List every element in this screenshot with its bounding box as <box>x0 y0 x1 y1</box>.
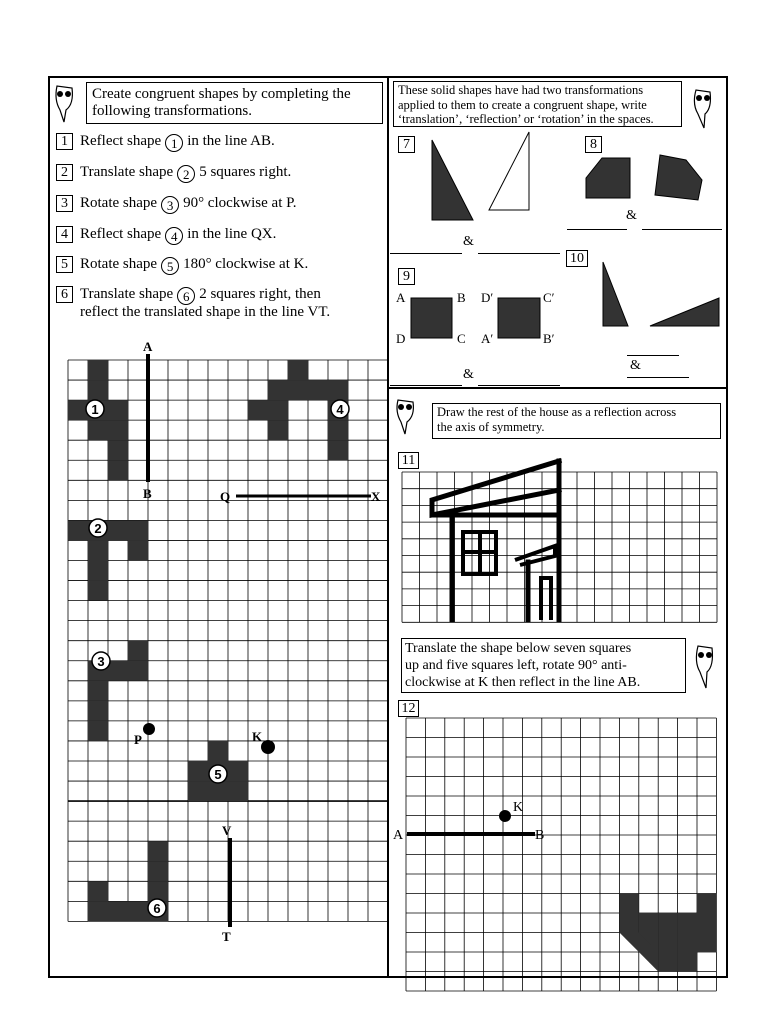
q9-label-Dp: D′ <box>481 290 494 305</box>
filled-square <box>619 913 638 933</box>
question-12: 12 <box>398 700 419 717</box>
task-line-6-continued: reflect the translated shape in the line VT. <box>80 304 331 320</box>
task-text: 180° clockwise at K. <box>183 256 309 272</box>
answer-blank <box>627 377 689 378</box>
task-number-3: 3 <box>56 195 73 212</box>
filled-square <box>639 913 658 933</box>
shape-label-6: 6 <box>153 901 161 916</box>
house-door <box>541 578 551 620</box>
q9-label-Cp: C′ <box>543 290 555 305</box>
q8-shape-a <box>586 158 630 198</box>
shape-number-circle: 3 <box>161 196 179 214</box>
right-intro1-line1: These solid shapes have had two transformations <box>398 83 644 97</box>
answer-blank <box>478 385 560 386</box>
q9-square-b <box>498 298 540 338</box>
answer-blank <box>478 253 560 254</box>
task-text: Rotate shape <box>80 195 158 211</box>
q9-label-B: B <box>457 290 466 305</box>
shape-number-circle: 5 <box>161 257 179 275</box>
filled-square <box>658 952 677 972</box>
q9-label-Bp: B′ <box>543 331 555 346</box>
task-text: Reflect shape <box>80 133 162 149</box>
left-intro-line2: following transformations. <box>92 103 252 119</box>
task-text: Translate shape <box>80 164 174 180</box>
task-text: 2 squares right, then <box>199 286 321 302</box>
q7-solid-triangle <box>432 140 473 220</box>
label-P: P <box>134 732 142 747</box>
shape-number-circle: 4 <box>165 227 183 245</box>
right-intro3-line2: up and five squares left, rotate 90° anti- <box>405 658 627 673</box>
task-text: in the line AB. <box>187 133 275 149</box>
task-text: Reflect shape <box>80 226 162 242</box>
house-roof <box>432 461 559 515</box>
right-intro2-line2: the axis of symmetry. <box>437 420 545 434</box>
question-8: 8 <box>585 136 602 153</box>
task-text: in the line QX. <box>187 226 277 242</box>
filled-square <box>697 933 716 953</box>
q9-square-a <box>411 298 452 338</box>
filled-square <box>678 913 697 933</box>
left-intro-line1: Create congruent shapes by completing the <box>92 86 351 102</box>
task-number-5: 5 <box>56 256 73 273</box>
mascot-icon <box>690 640 720 692</box>
label-V: V <box>222 823 232 838</box>
label-Q: Q <box>220 489 231 504</box>
question-7: 7 <box>398 136 415 153</box>
task-number-6: 6 <box>56 286 73 303</box>
answer-blank <box>642 229 722 230</box>
shape-label-4: 4 <box>336 402 344 417</box>
label-A: A <box>143 339 153 354</box>
q12-label-K: K <box>513 800 524 815</box>
q10-triangle-a <box>603 262 628 326</box>
answer-blank <box>390 253 462 254</box>
filled-square <box>697 913 716 933</box>
task-text: Rotate shape <box>80 256 158 272</box>
task-number-4: 4 <box>56 226 73 243</box>
right-intro1-line2: applied to them to create a congruent shape, write <box>398 98 647 112</box>
task-text: 90° clockwise at P. <box>183 195 297 211</box>
answer-blank <box>567 229 627 230</box>
shape-number-circle: 2 <box>177 165 195 183</box>
q9-label-C: C <box>457 331 466 346</box>
filled-square <box>658 933 677 953</box>
label-T: T <box>222 929 231 944</box>
shape-label-1: 1 <box>91 402 99 417</box>
right-intro2-line1: Draw the rest of the house as a reflection across <box>437 405 677 419</box>
q7-outline-triangle <box>489 132 529 210</box>
question-11: 11 <box>398 452 419 469</box>
task-number-1: 1 <box>56 133 73 150</box>
filled-square <box>678 952 697 972</box>
q12-label-B: B <box>535 828 545 843</box>
point-K <box>499 810 511 822</box>
right-intro1-line3: ‘translation’, ‘reflection’ or ‘rotation’ in the spaces. <box>398 112 654 126</box>
q9-label-A: A <box>396 290 406 305</box>
q12-label-A: A <box>393 828 404 843</box>
question-10: 10 <box>566 250 588 267</box>
mascot-icon <box>393 394 423 438</box>
right-intro3-line1: Translate the shape below seven squares <box>405 641 632 656</box>
filled-square <box>697 894 716 914</box>
shape-number-circle: 1 <box>165 134 183 152</box>
label-B: B <box>143 486 152 501</box>
ampersand: & <box>626 208 637 223</box>
filled-square <box>678 933 697 953</box>
q10-triangle-b <box>650 298 719 326</box>
ampersand: & <box>463 367 474 382</box>
answer-blank <box>390 385 462 386</box>
filled-square <box>658 913 677 933</box>
q8-shape-b <box>655 155 702 200</box>
shape-label-3: 3 <box>97 654 105 669</box>
ampersand: & <box>463 234 474 249</box>
shape-number-circle: 6 <box>177 287 195 305</box>
question-9: 9 <box>398 268 415 285</box>
shape-label-5: 5 <box>214 767 222 782</box>
label-X: X <box>371 489 381 504</box>
answer-blank <box>627 355 679 356</box>
label-K: K <box>252 729 263 744</box>
filled-square <box>619 894 638 914</box>
shape-label-2: 2 <box>94 521 102 536</box>
right-intro3-line3: clockwise at K then reflect in the line AB. <box>405 675 641 690</box>
task-text: Translate shape <box>80 286 174 302</box>
task-text: 5 squares right. <box>199 164 292 180</box>
q9-label-D: D <box>396 331 406 346</box>
task-number-2: 2 <box>56 164 73 181</box>
ampersand: & <box>630 358 641 373</box>
q9-label-Ap: A′ <box>481 331 494 346</box>
